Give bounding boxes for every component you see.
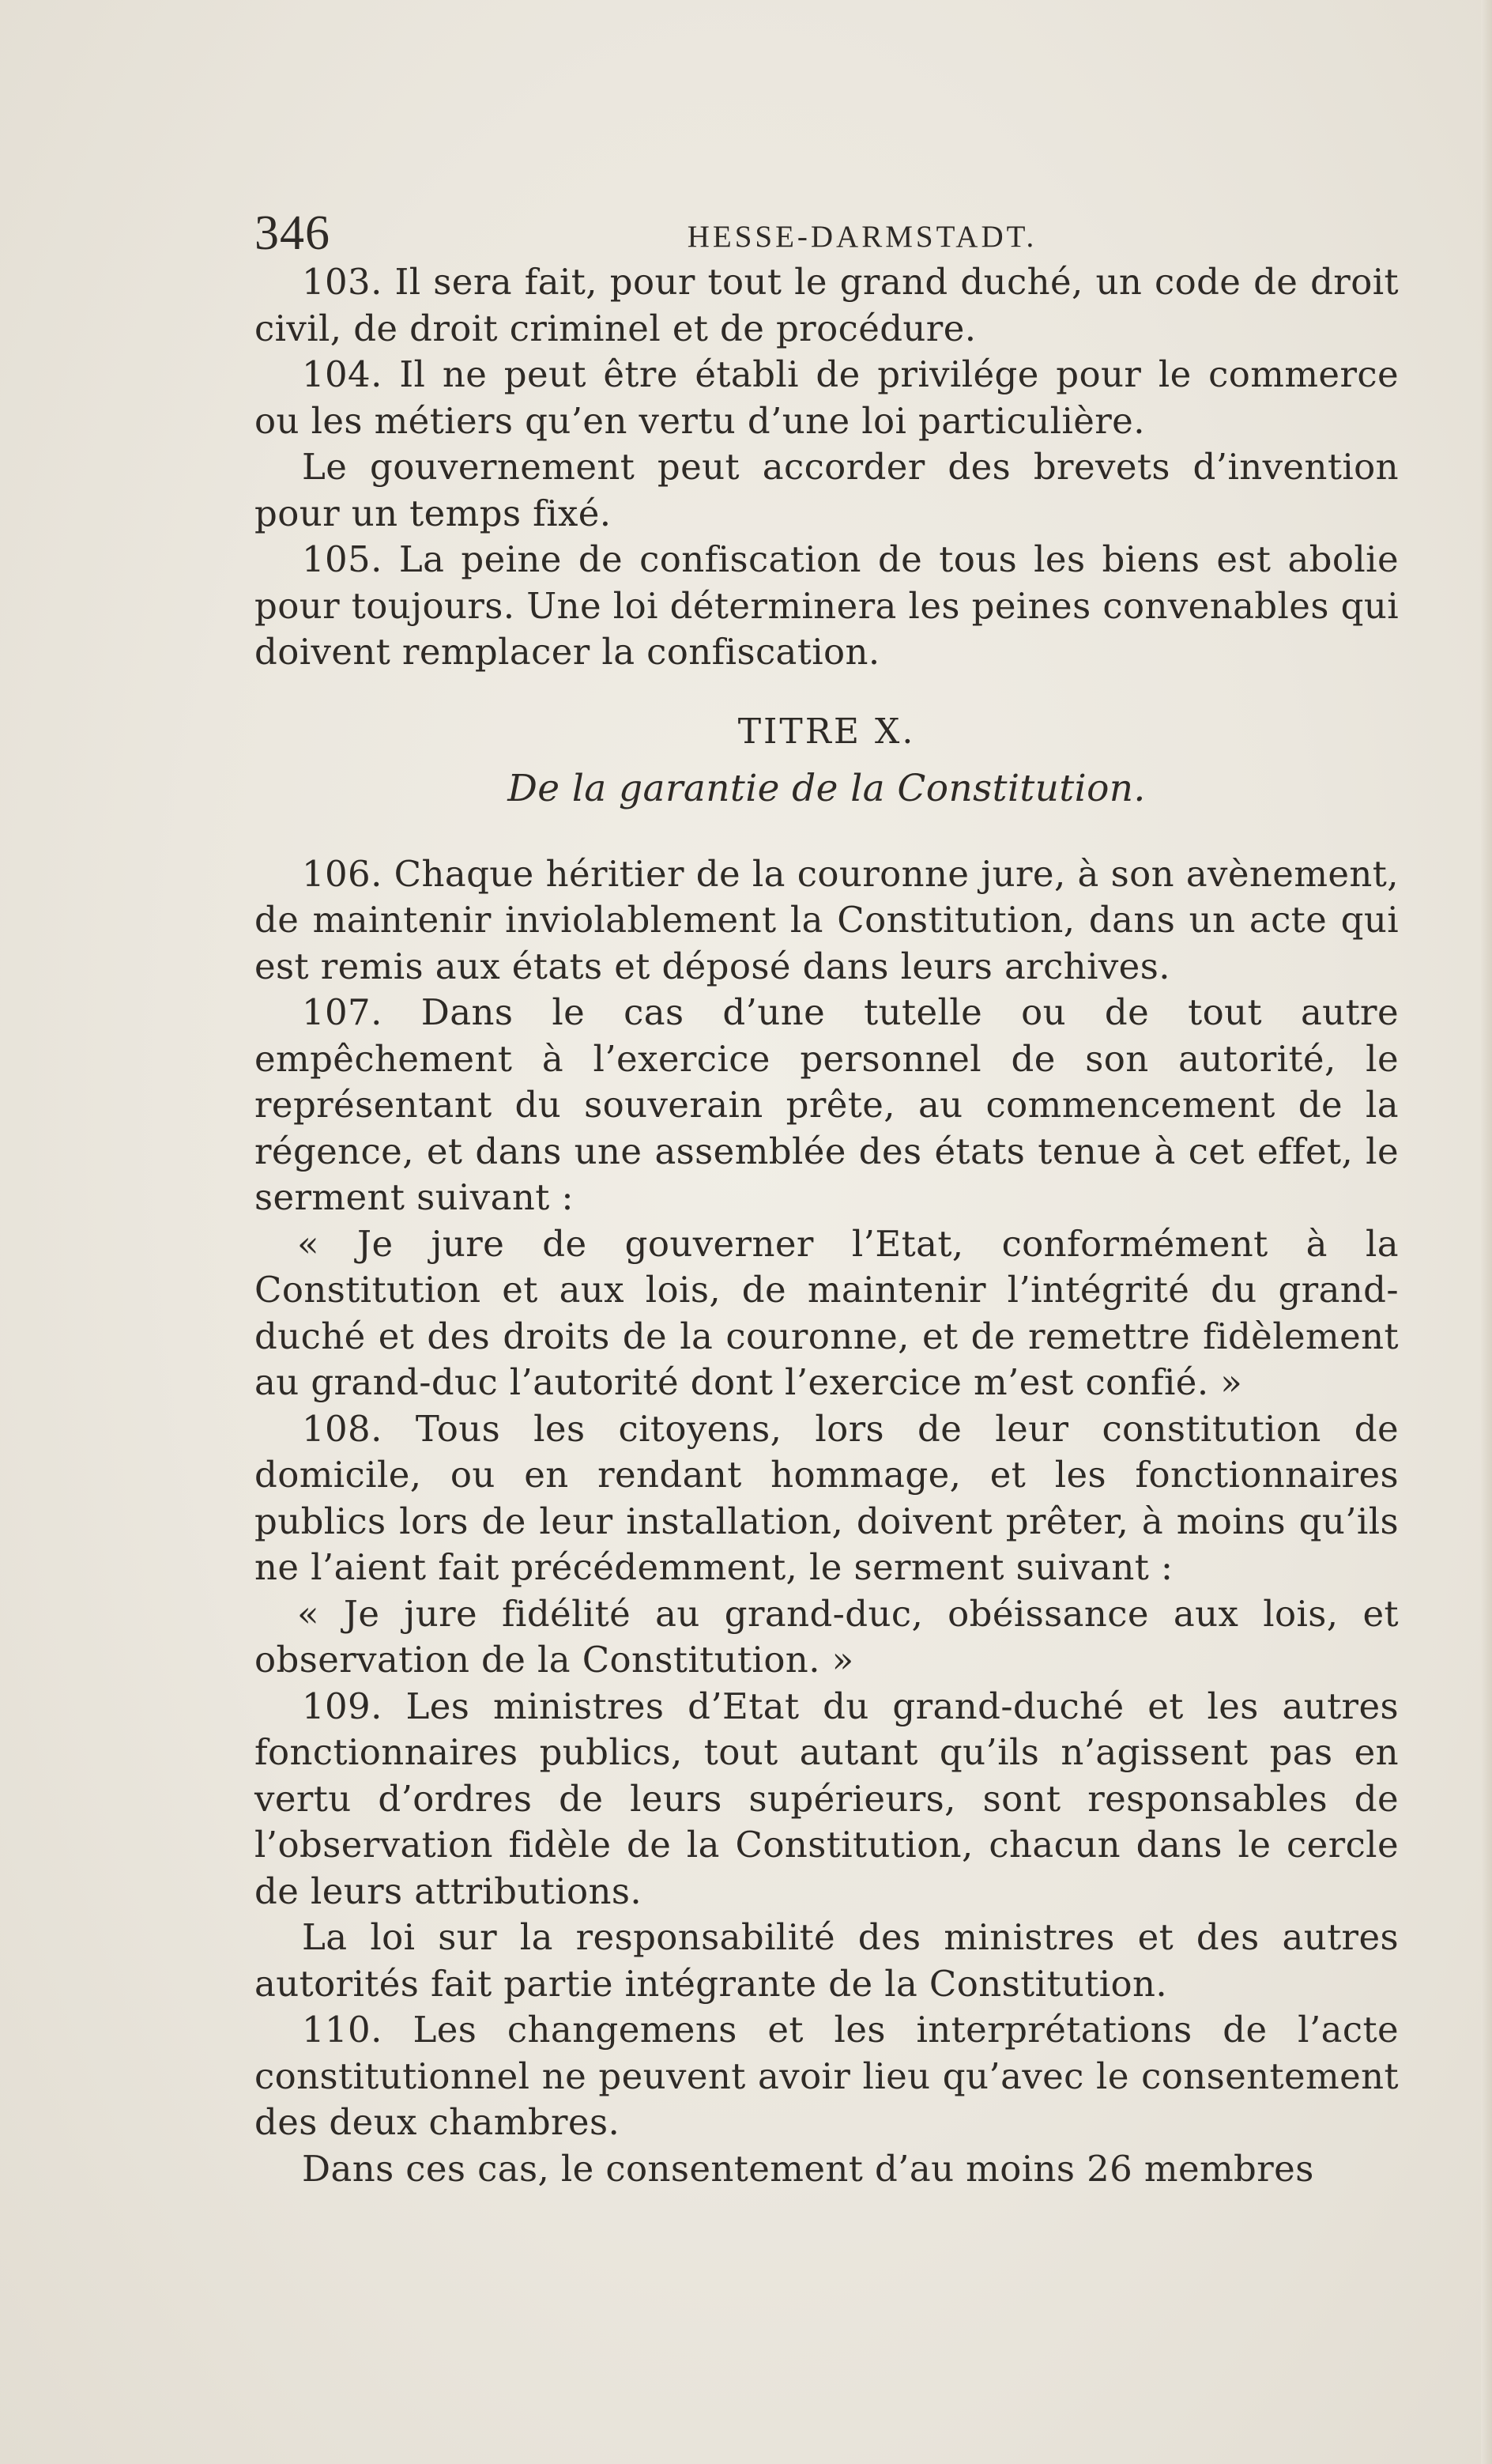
article-110-consentement: Dans ces cas, le consentement d’au moins 26 membres	[302, 2147, 1314, 2190]
article-106: 106. Chaque héritier de la couronne jure, à son avènement, de maintenir inviolablement la Constitution, dans un acte qui est remis aux états et déposé dans leurs archives.	[254, 852, 1399, 987]
article-107: 107. Dans le cas d’une tutelle ou de tout autre empêchement à l’exercice personnel de son autorité, le représentant du souverain prête, au commencement de la régence, et dans une assemblée des états tenue à cet effet, le serment suivant :	[254, 991, 1399, 1218]
article-105: 105. La peine de confiscation de tous les biens est abolie pour toujours. Une loi déterminera les peines convenables qui doivent remplacer la confiscation.	[254, 538, 1399, 673]
article-108: 108. Tous les citoyens, lors de leur constitution de domicile, ou en rendant hommage, et les fonctionnaires publics lors de leur installation, doivent prêter, à moins qu’ils ne l’aient fait précédemment, le serment suivant :	[254, 1407, 1399, 1588]
page-number: 346	[254, 206, 330, 260]
page-header	[254, 207, 1399, 259]
page-edge	[1481, 0, 1492, 2464]
article-110: 110. Les changemens et les interprétations de l’acte constitutionnel ne peuvent avoir lieu qu’avec le consentement des deux chambres.	[254, 2009, 1399, 2143]
article-104-brevets: Le gouvernement peut accorder des brevets d’invention pour un temps fixé.	[254, 446, 1399, 534]
article-103: 103. Il sera fait, pour tout le grand duché, un code de droit civil, de droit criminel et de procédure.	[254, 261, 1399, 349]
section-title: TITRE X.	[737, 711, 916, 752]
article-104: 104. Il ne peut être établi de privilége pour le commerce ou les métiers qu’en vertu d’une loi particulière.	[254, 353, 1399, 442]
article-109: 109. Les ministres d’Etat du grand-duché et les autres fonctionnaires publics, tout autant qu’ils n’agissent pas en vertu d’ordres de leurs supérieurs, sont responsables de l’observation fidèle de la Constitution, chacun dans le cercle de leurs attributions.	[254, 1685, 1399, 1912]
oath-regent: « Je jure de gouverner l’Etat, conformément à la Constitution et aux lois, de maintenir l’intégrité du grand-duché et des droits de la couronne, et de remettre fidèlement au grand-duc l’autorité dont l’exercice m’est confié. »	[254, 1222, 1399, 1403]
section-subtitle: De la garantie de la Constitution.	[507, 766, 1146, 810]
article-109-responsabilite: La loi sur la responsabilité des ministres et des autres autorités fait partie intégrante de la Constitution.	[254, 1916, 1399, 2005]
oath-citizens: « Je jure fidélité au grand-duc, obéissance aux lois, et observation de la Constitution. »	[254, 1592, 1399, 1681]
text-block	[254, 207, 1399, 2192]
running-title: HESSE-DARMSTADT.	[687, 220, 1038, 254]
